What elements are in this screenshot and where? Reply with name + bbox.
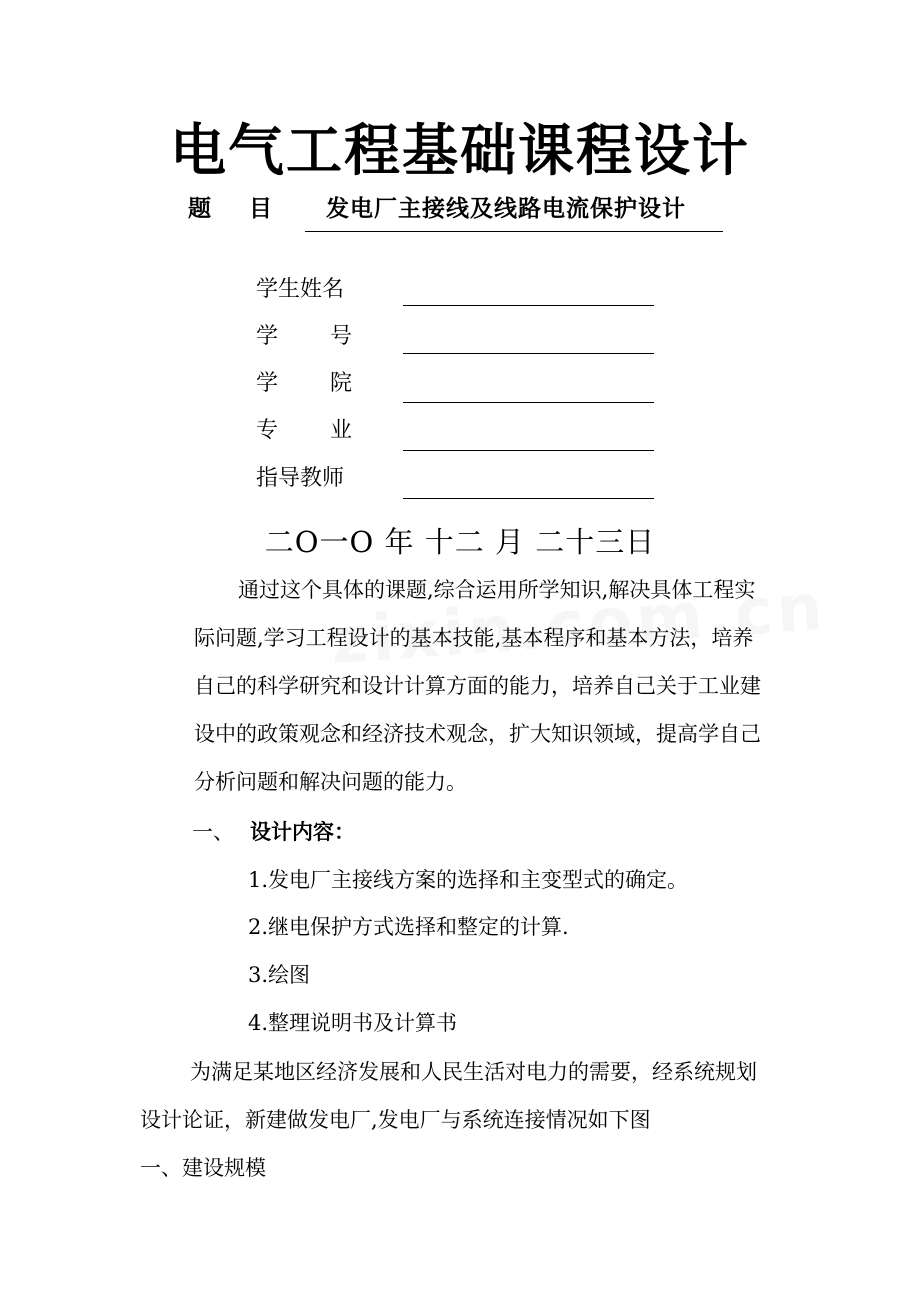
background-line: 设计论证，新建做发电厂,发电厂与系统连接情况如下图 <box>140 1108 651 1132</box>
topic-label: 题目 <box>188 196 310 222</box>
field-label-student-id: 学号 <box>256 324 405 349</box>
list-item: 3.绘图 <box>248 963 311 987</box>
intro-line: 际问题,学习工程设计的基本技能,基本程序和基本方法，培养 <box>194 626 754 650</box>
section-number: 一、 <box>192 820 234 844</box>
field-line-advisor <box>403 498 654 499</box>
list-item: 4.整理说明书及计算书 <box>248 1011 458 1035</box>
date-line: 二O一O 年 十二 月 二十三日 <box>264 525 656 559</box>
field-label-advisor: 指导教师 <box>256 466 345 491</box>
intro-paragraph <box>194 566 761 806</box>
intro-line: 通过这个具体的课题,综合运用所学知识,解决具体工程实 <box>238 578 756 602</box>
intro-line: 设中的政策观念和经济技术观念，扩大知识领域，提高学自己 <box>194 722 761 746</box>
intro-line: 分析问题和解决问题的能力。 <box>194 770 467 794</box>
field-line-college <box>403 402 654 403</box>
field-label-student-name: 学生姓名 <box>256 277 345 302</box>
section-heading-construction-scale: 一、建设规模 <box>140 1156 266 1180</box>
intro-line: 自己的科学研究和设计计算方面的能力，培养自己关于工业建 <box>194 674 761 698</box>
list-item: 1.发电厂主接线方案的选择和主变型式的确定。 <box>248 868 689 892</box>
field-line-student-name <box>403 305 654 306</box>
background-paragraph <box>140 1048 757 1144</box>
field-label-major: 专业 <box>256 418 405 443</box>
document-title: 电气工程基础课程设计 <box>170 119 750 184</box>
list-item: 2.继电保护方式选择和整定的计算. <box>248 915 569 939</box>
field-line-major <box>403 450 654 451</box>
topic-value: 发电厂主接线及线路电流保护设计 <box>326 196 686 222</box>
topic-underline <box>305 231 723 232</box>
section-heading-design-content <box>192 816 355 848</box>
section-title: 设计内容： <box>250 820 355 844</box>
field-line-student-id <box>403 353 654 354</box>
field-label-college: 学院 <box>256 371 405 396</box>
background-line: 为满足某地区经济发展和人民生活对电力的需要，经系统规划 <box>190 1060 757 1084</box>
